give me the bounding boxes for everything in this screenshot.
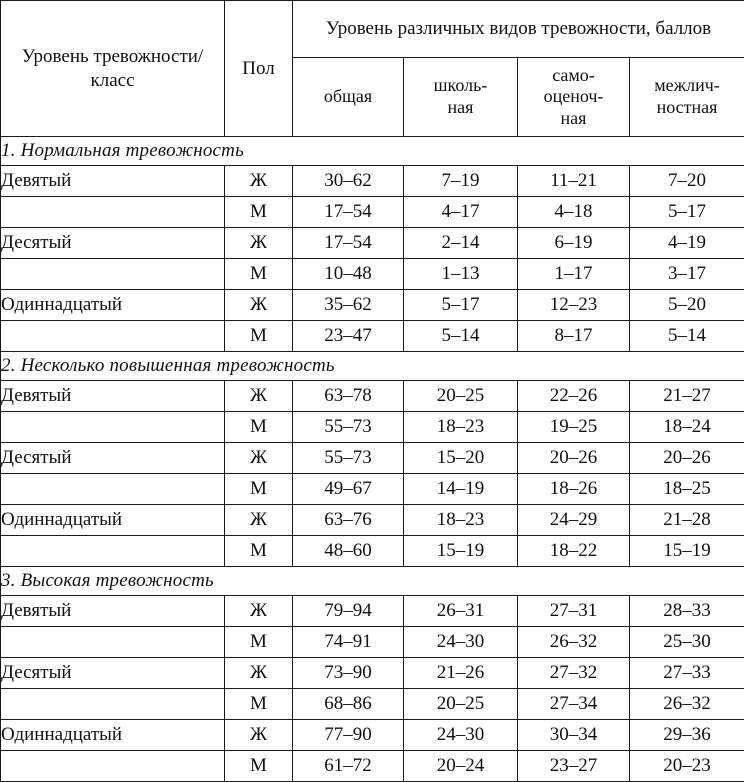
row-interpersonal-anxiety: 5–17: [630, 197, 744, 228]
header-general-anxiety: общая: [293, 58, 404, 137]
row-self-esteem-anxiety: 18–26: [518, 474, 630, 505]
row-sex: М: [225, 536, 293, 567]
header-anxiety-types-group: Уровень различных видов тревожности, баллов: [293, 1, 744, 58]
row-school-anxiety: 21–26: [404, 658, 518, 689]
row-self-esteem-anxiety: 27–34: [518, 689, 630, 720]
table-header: [1, 1, 744, 137]
row-general-anxiety: 63–78: [293, 381, 404, 412]
table-row: [1, 197, 744, 228]
row-self-esteem-anxiety: 8–17: [518, 321, 630, 352]
table-row: [1, 166, 744, 197]
row-sex: Ж: [225, 166, 293, 197]
row-self-esteem-anxiety: 20–26: [518, 443, 630, 474]
row-general-anxiety: 23–47: [293, 321, 404, 352]
row-interpersonal-anxiety: 3–17: [630, 259, 744, 290]
row-general-anxiety: 48–60: [293, 536, 404, 567]
section-title: 1. Нормальная тревожность: [1, 137, 744, 166]
table-row: [1, 720, 744, 751]
row-self-esteem-anxiety: 27–32: [518, 658, 630, 689]
row-interpersonal-anxiety: 5–14: [630, 321, 744, 352]
row-interpersonal-anxiety: 4–19: [630, 228, 744, 259]
row-class-label: Одиннадцатый: [1, 505, 225, 536]
table-row: [1, 321, 744, 352]
row-self-esteem-anxiety: 30–34: [518, 720, 630, 751]
row-general-anxiety: 30–62: [293, 166, 404, 197]
section-header-row: [1, 352, 744, 381]
table-row: [1, 751, 744, 782]
row-sex: Ж: [225, 228, 293, 259]
row-general-anxiety: 10–48: [293, 259, 404, 290]
row-self-esteem-anxiety: 19–25: [518, 412, 630, 443]
row-school-anxiety: 20–24: [404, 751, 518, 782]
row-school-anxiety: 18–23: [404, 412, 518, 443]
row-general-anxiety: 55–73: [293, 412, 404, 443]
row-class-label: Девятый: [1, 596, 225, 627]
row-interpersonal-anxiety: 7–20: [630, 166, 744, 197]
row-general-anxiety: 35–62: [293, 290, 404, 321]
row-self-esteem-anxiety: 27–31: [518, 596, 630, 627]
table-row: [1, 596, 744, 627]
row-general-anxiety: 77–90: [293, 720, 404, 751]
row-school-anxiety: 24–30: [404, 720, 518, 751]
row-sex: М: [225, 474, 293, 505]
table-row: [1, 536, 744, 567]
row-self-esteem-anxiety: 24–29: [518, 505, 630, 536]
section-header-row: [1, 567, 744, 596]
row-sex: Ж: [225, 505, 293, 536]
row-school-anxiety: 14–19: [404, 474, 518, 505]
row-general-anxiety: 49–67: [293, 474, 404, 505]
row-sex: Ж: [225, 658, 293, 689]
table-row: [1, 443, 744, 474]
row-general-anxiety: 73–90: [293, 658, 404, 689]
row-class-label: Девятый: [1, 166, 225, 197]
row-interpersonal-anxiety: 15–19: [630, 536, 744, 567]
row-sex: М: [225, 321, 293, 352]
row-general-anxiety: 55–73: [293, 443, 404, 474]
row-interpersonal-anxiety: 25–30: [630, 627, 744, 658]
row-school-anxiety: 5–14: [404, 321, 518, 352]
row-school-anxiety: 18–23: [404, 505, 518, 536]
row-general-anxiety: 17–54: [293, 228, 404, 259]
row-general-anxiety: 61–72: [293, 751, 404, 782]
table-row: [1, 505, 744, 536]
header-interpersonal-anxiety: межлич- ностная: [630, 58, 744, 137]
row-sex: Ж: [225, 290, 293, 321]
row-school-anxiety: 2–14: [404, 228, 518, 259]
row-interpersonal-anxiety: 18–24: [630, 412, 744, 443]
row-self-esteem-anxiety: 1–17: [518, 259, 630, 290]
table-row: [1, 627, 744, 658]
row-class-label: Десятый: [1, 658, 225, 689]
row-class-label: [1, 536, 225, 567]
row-interpersonal-anxiety: 21–28: [630, 505, 744, 536]
row-school-anxiety: 15–20: [404, 443, 518, 474]
header-self-esteem-anxiety: само- оценоч- ная: [518, 58, 630, 137]
row-general-anxiety: 17–54: [293, 197, 404, 228]
row-interpersonal-anxiety: 21–27: [630, 381, 744, 412]
row-general-anxiety: 74–91: [293, 627, 404, 658]
row-school-anxiety: 24–30: [404, 627, 518, 658]
row-class-label: [1, 751, 225, 782]
row-sex: М: [225, 689, 293, 720]
header-school-anxiety: школь- ная: [404, 58, 518, 137]
row-self-esteem-anxiety: 4–18: [518, 197, 630, 228]
row-self-esteem-anxiety: 18–22: [518, 536, 630, 567]
header-class-column: Уровень тревожности/класс: [1, 1, 225, 137]
row-interpersonal-anxiety: 28–33: [630, 596, 744, 627]
row-class-label: [1, 474, 225, 505]
row-sex: Ж: [225, 596, 293, 627]
row-self-esteem-anxiety: 12–23: [518, 290, 630, 321]
row-school-anxiety: 1–13: [404, 259, 518, 290]
row-class-label: [1, 412, 225, 443]
row-interpersonal-anxiety: 5–20: [630, 290, 744, 321]
row-general-anxiety: 79–94: [293, 596, 404, 627]
row-self-esteem-anxiety: 11–21: [518, 166, 630, 197]
header-row-top: [1, 1, 744, 58]
row-class-label: Девятый: [1, 381, 225, 412]
row-self-esteem-anxiety: 6–19: [518, 228, 630, 259]
section-header-row: [1, 137, 744, 166]
header-sex-column: Пол: [225, 1, 293, 137]
row-general-anxiety: 68–86: [293, 689, 404, 720]
row-sex: М: [225, 259, 293, 290]
row-class-label: [1, 197, 225, 228]
row-class-label: Одиннадцатый: [1, 720, 225, 751]
row-sex: М: [225, 412, 293, 443]
table-row: [1, 381, 744, 412]
row-sex: М: [225, 751, 293, 782]
row-self-esteem-anxiety: 22–26: [518, 381, 630, 412]
section-title: 2. Несколько повышенная тревожность: [1, 352, 744, 381]
row-school-anxiety: 4–17: [404, 197, 518, 228]
row-school-anxiety: 20–25: [404, 689, 518, 720]
row-class-label: [1, 321, 225, 352]
row-class-label: Одиннадцатый: [1, 290, 225, 321]
row-sex: М: [225, 197, 293, 228]
row-class-label: Десятый: [1, 228, 225, 259]
table-row: [1, 689, 744, 720]
row-class-label: [1, 689, 225, 720]
table-row: [1, 474, 744, 505]
row-interpersonal-anxiety: 20–23: [630, 751, 744, 782]
row-general-anxiety: 63–76: [293, 505, 404, 536]
row-class-label: [1, 627, 225, 658]
row-self-esteem-anxiety: 26–32: [518, 627, 630, 658]
row-interpersonal-anxiety: 27–33: [630, 658, 744, 689]
table-row: [1, 658, 744, 689]
row-sex: Ж: [225, 443, 293, 474]
row-interpersonal-anxiety: 20–26: [630, 443, 744, 474]
table-row: [1, 290, 744, 321]
section-title: 3. Высокая тревожность: [1, 567, 744, 596]
row-sex: Ж: [225, 720, 293, 751]
row-self-esteem-anxiety: 23–27: [518, 751, 630, 782]
row-school-anxiety: 7–19: [404, 166, 518, 197]
table-row: [1, 412, 744, 443]
row-school-anxiety: 26–31: [404, 596, 518, 627]
row-class-label: Десятый: [1, 443, 225, 474]
row-class-label: [1, 259, 225, 290]
row-school-anxiety: 15–19: [404, 536, 518, 567]
table-row: [1, 228, 744, 259]
row-sex: М: [225, 627, 293, 658]
row-school-anxiety: 20–25: [404, 381, 518, 412]
row-interpersonal-anxiety: 29–36: [630, 720, 744, 751]
table-row: [1, 259, 744, 290]
row-interpersonal-anxiety: 18–25: [630, 474, 744, 505]
row-school-anxiety: 5–17: [404, 290, 518, 321]
row-interpersonal-anxiety: 26–32: [630, 689, 744, 720]
row-sex: Ж: [225, 381, 293, 412]
table-body: [1, 137, 744, 782]
